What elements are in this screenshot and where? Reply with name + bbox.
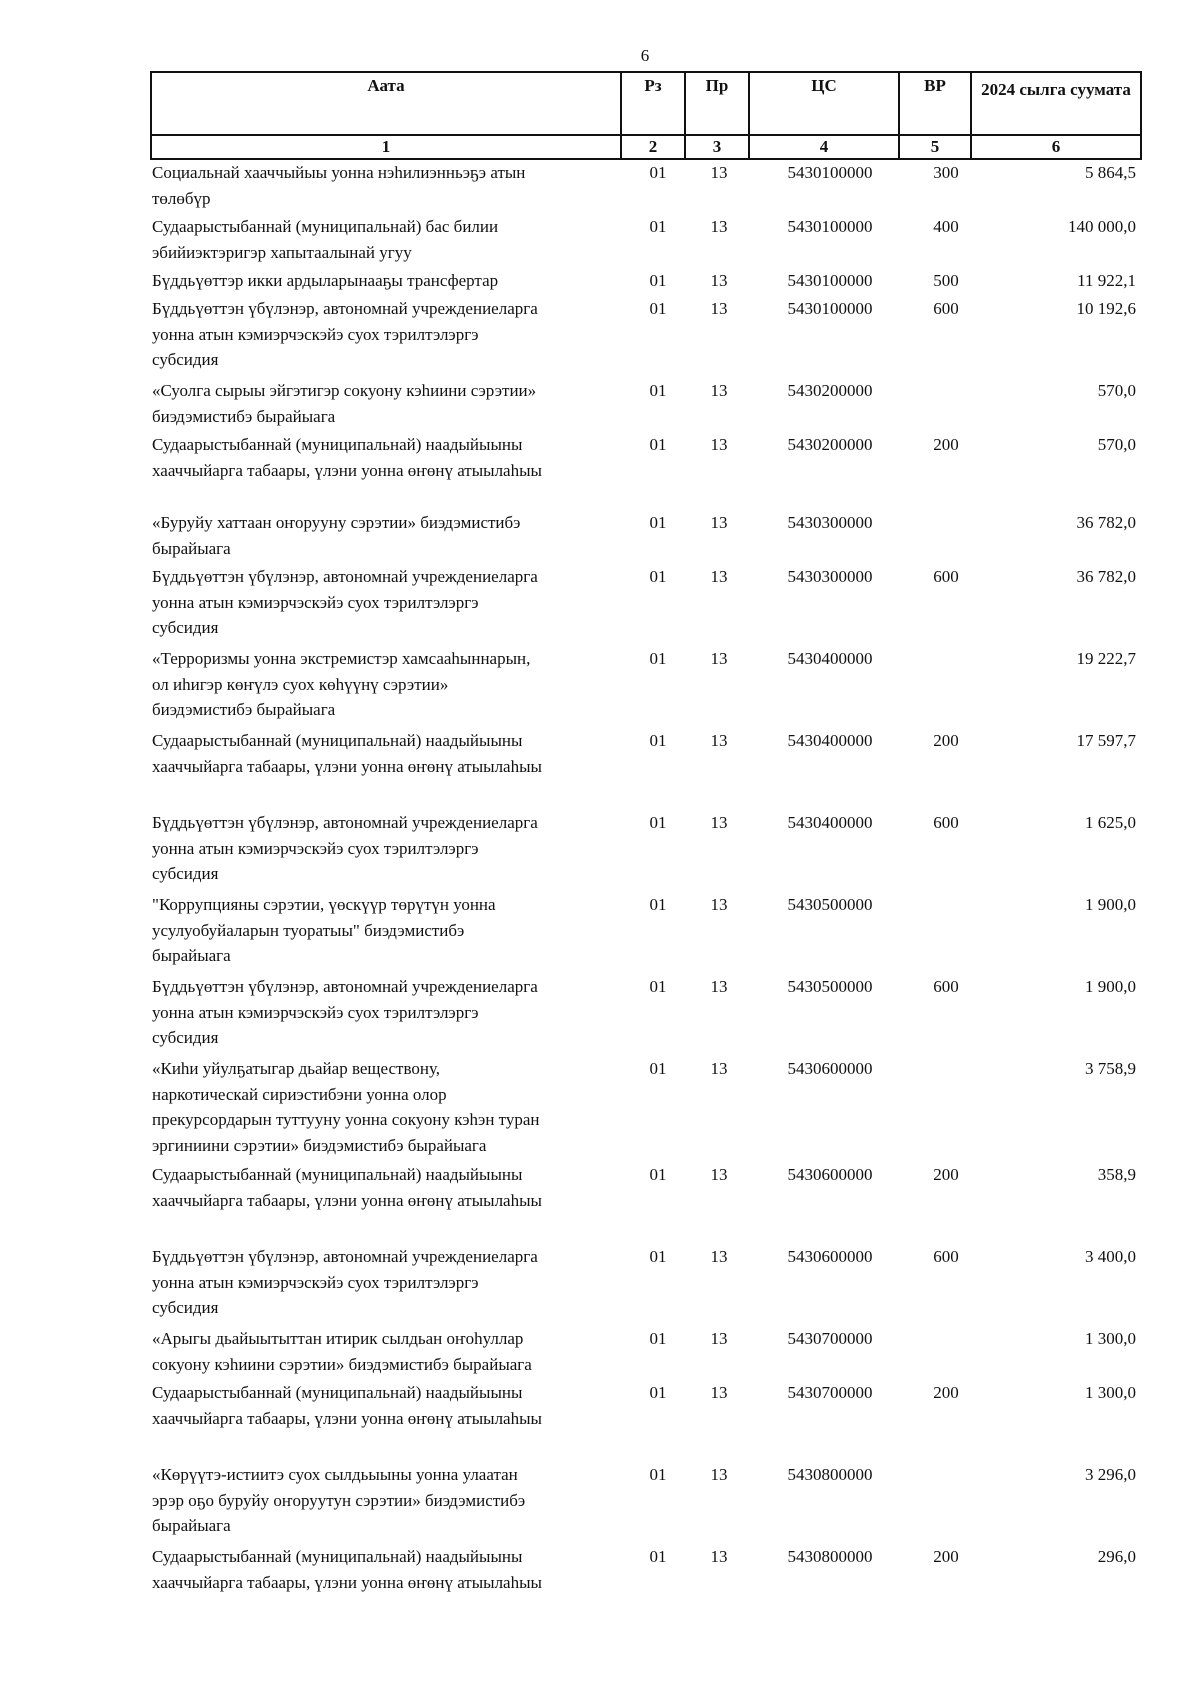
row-cs: 5430600000: [787, 1059, 873, 1078]
row-pr: 13: [710, 1547, 728, 1566]
row-vr: 500: [933, 271, 959, 290]
row-rz: 01: [649, 299, 667, 318]
row-amount: 3 400,0: [1085, 1247, 1136, 1266]
row-name: «Киһи уйулҕатыгар дьайар веществону, наркотическай сириэстибэни уонна олор прекурсордарын туттууну уонна сокуону кэһэн туран эргиниини сэрэтии» биэдэмистибэ бырайыага: [152, 1059, 540, 1155]
row-name: «Арыгы дьайыытыттан итирик сылдьан оҥоһуллар сокуону кэһиини сэрэтии» биэдэмистибэ бырайыага: [152, 1329, 532, 1374]
row-rz: 01: [649, 977, 667, 996]
header-num-6: 6: [971, 135, 1141, 159]
header-num-1: 1: [151, 135, 621, 159]
row-cs: 5430600000: [787, 1165, 873, 1184]
row-amount: 36 782,0: [1076, 567, 1136, 586]
row-name: "Коррупцияны сэрэтии, үөскүүр төрүтүн уонна усулуобуйаларын туоратыы" биэдэмистибэ бырайыага: [152, 895, 496, 965]
row-pr: 13: [710, 1465, 728, 1484]
row-vr: 200: [933, 435, 959, 454]
row-pr: 13: [710, 567, 728, 586]
row-cs: 5430500000: [787, 895, 873, 914]
row-amount: 19 222,7: [1076, 649, 1136, 668]
row-name: «Көрүүтэ-истиитэ суох сылдьыыны уонна улаатан эрэр оҕо буруйу оҥоруутун сэрэтии» биэдэмистибэ бырайыага: [152, 1465, 526, 1535]
row-cs: 5430100000: [787, 271, 873, 290]
row-rz: 01: [649, 1059, 667, 1078]
row-rz: 01: [649, 271, 667, 290]
row-name: Бүддьүөттэн үбүлэнэр, автономнай учреждениеларга уонна атын кэмиэрчэскэйэ суох тэрилтэлэргэ субсидия: [152, 567, 538, 637]
row-pr: 13: [710, 1165, 728, 1184]
row-rz: 01: [649, 1247, 667, 1266]
row-pr: 13: [710, 163, 728, 182]
row-cs: 5430100000: [787, 163, 873, 182]
row-name: Судаарыстыбаннай (муниципальнай) наадыйыыны хааччыйарга табаары, үлэни уонна өҥөнү атыылаһыы: [152, 435, 542, 480]
row-name: Социальнай хааччыйыы уонна нэһилиэнньэҕэ атын төлөбүр: [152, 163, 526, 208]
header-vr: ВР: [899, 72, 971, 135]
row-cs: 5430400000: [787, 731, 873, 750]
row-cs: 5430200000: [787, 381, 873, 400]
header-num-4: 4: [749, 135, 899, 159]
row-name: Судаарыстыбаннай (муниципальнай) наадыйыыны хааччыйарга табаары, үлэни уонна өҥөнү атыылаһыы: [152, 731, 542, 776]
row-name: Бүддьүөттэр икки ардыларынааҕы трансфертар: [152, 271, 499, 290]
row-amount: 570,0: [1097, 381, 1136, 400]
row-name: Бүддьүөттэн үбүлэнэр, автономнай учреждениеларга уонна атын кэмиэрчэскэйэ суох тэрилтэлэргэ субсидия: [152, 813, 538, 883]
row-rz: 01: [649, 1329, 667, 1348]
row-rz: 01: [649, 649, 667, 668]
row-amount: 1 300,0: [1085, 1329, 1136, 1348]
row-cs: 5430100000: [787, 217, 873, 236]
row-name: «Терроризмы уонна экстремистэр хамсааһыннарын, ол иһигэр көҥүлэ суох көһүүнү сэрэтии» биэдэмистибэ бырайыага: [152, 649, 531, 719]
header-num-5: 5: [899, 135, 971, 159]
row-name: Судаарыстыбаннай (муниципальнай) наадыйыыны хааччыйарга табаары, үлэни уонна өҥөнү атыылаһыы: [152, 1383, 542, 1428]
row-pr: 13: [710, 1059, 728, 1078]
row-cs: 5430100000: [787, 299, 873, 318]
row-pr: 13: [710, 977, 728, 996]
row-amount: 1 900,0: [1085, 977, 1136, 996]
row-name: «Буруйу хаттаан оҥорууну сэрэтии» биэдэмистибэ бырайыага: [152, 513, 521, 558]
row-pr: 13: [710, 1329, 728, 1348]
row-cs: 5430700000: [787, 1329, 873, 1348]
row-rz: 01: [649, 217, 667, 236]
row-rz: 01: [649, 731, 667, 750]
header-cs: ЦС: [749, 72, 899, 135]
row-amount: 36 782,0: [1076, 513, 1136, 532]
row-amount: 3 758,9: [1085, 1059, 1136, 1078]
row-pr: 13: [710, 271, 728, 290]
row-amount: 570,0: [1097, 435, 1136, 454]
row-name: Судаарыстыбаннай (муниципальнай) бас билии эбийиэктэригэр хапытаалынай угуу: [152, 217, 499, 262]
row-vr: 600: [933, 567, 959, 586]
row-amount: 3 296,0: [1085, 1465, 1136, 1484]
row-vr: 200: [933, 1383, 959, 1402]
row-vr: 200: [933, 1547, 959, 1566]
row-pr: 13: [710, 649, 728, 668]
row-cs: 5430200000: [787, 435, 873, 454]
row-vr: 600: [933, 977, 959, 996]
page-number: 6: [640, 46, 650, 65]
row-amount: 296,0: [1097, 1547, 1136, 1566]
row-name: Судаарыстыбаннай (муниципальнай) наадыйыыны хааччыйарга табаары, үлэни уонна өҥөнү атыылаһыы: [152, 1547, 542, 1592]
row-amount: 11 922,1: [1077, 271, 1136, 290]
row-vr: 200: [933, 731, 959, 750]
row-cs: 5430500000: [787, 977, 873, 996]
row-cs: 5430600000: [787, 1247, 873, 1266]
row-vr: 200: [933, 1165, 959, 1184]
row-cs: 5430300000: [787, 567, 873, 586]
row-amount: 10 192,6: [1076, 299, 1136, 318]
row-name: «Суолга сырыы эйгэтигэр сокуону кэһиини сэрэтии» биэдэмистибэ бырайыага: [152, 381, 537, 426]
row-name: Бүддьүөттэн үбүлэнэр, автономнай учреждениеларга уонна атын кэмиэрчэскэйэ суох тэрилтэлэргэ субсидия: [152, 1247, 538, 1317]
row-pr: 13: [710, 217, 728, 236]
row-rz: 01: [649, 567, 667, 586]
row-pr: 13: [710, 435, 728, 454]
row-amount: 1 300,0: [1085, 1383, 1136, 1402]
row-rz: 01: [649, 381, 667, 400]
header-amount-2024: 2024 сылга суумата: [971, 72, 1141, 135]
header-name: Аата: [151, 72, 621, 135]
header-num-3: 3: [685, 135, 749, 159]
row-name: Бүддьүөттэн үбүлэнэр, автономнай учреждениеларга уонна атын кэмиэрчэскэйэ суох тэрилтэлэргэ субсидия: [152, 977, 538, 1047]
row-pr: 13: [710, 731, 728, 750]
row-vr: 600: [933, 1247, 959, 1266]
row-amount: 1 625,0: [1085, 813, 1136, 832]
header-rz: Рз: [621, 72, 685, 135]
row-cs: 5430400000: [787, 813, 873, 832]
row-pr: 13: [710, 895, 728, 914]
row-vr: 400: [933, 217, 959, 236]
row-amount: 358,9: [1097, 1165, 1136, 1184]
row-pr: 13: [710, 381, 728, 400]
row-rz: 01: [649, 813, 667, 832]
row-cs: 5430800000: [787, 1547, 873, 1566]
row-rz: 01: [649, 513, 667, 532]
row-rz: 01: [649, 895, 667, 914]
row-pr: 13: [710, 513, 728, 532]
row-rz: 01: [649, 435, 667, 454]
row-rz: 01: [649, 1383, 667, 1402]
row-pr: 13: [710, 299, 728, 318]
row-amount: 5 864,5: [1085, 163, 1136, 182]
row-vr: 600: [933, 813, 959, 832]
row-cs: 5430700000: [787, 1383, 873, 1402]
row-rz: 01: [649, 163, 667, 182]
row-pr: 13: [710, 1247, 728, 1266]
row-amount: 140 000,0: [1068, 217, 1136, 236]
row-vr: 300: [933, 163, 959, 182]
row-cs: 5430800000: [787, 1465, 873, 1484]
row-amount: 1 900,0: [1085, 895, 1136, 914]
row-rz: 01: [649, 1465, 667, 1484]
row-name: Судаарыстыбаннай (муниципальнай) наадыйыыны хааччыйарга табаары, үлэни уонна өҥөнү атыылаһыы: [152, 1165, 542, 1210]
row-rz: 01: [649, 1547, 667, 1566]
row-name: Бүддьүөттэн үбүлэнэр, автономнай учреждениеларга уонна атын кэмиэрчэскэйэ суох тэрилтэлэргэ субсидия: [152, 299, 538, 369]
row-pr: 13: [710, 1383, 728, 1402]
row-amount: 17 597,7: [1076, 731, 1136, 750]
header-num-2: 2: [621, 135, 685, 159]
header-pr: Пр: [685, 72, 749, 135]
row-cs: 5430300000: [787, 513, 873, 532]
row-cs: 5430400000: [787, 649, 873, 668]
row-vr: 600: [933, 299, 959, 318]
row-rz: 01: [649, 1165, 667, 1184]
row-pr: 13: [710, 813, 728, 832]
